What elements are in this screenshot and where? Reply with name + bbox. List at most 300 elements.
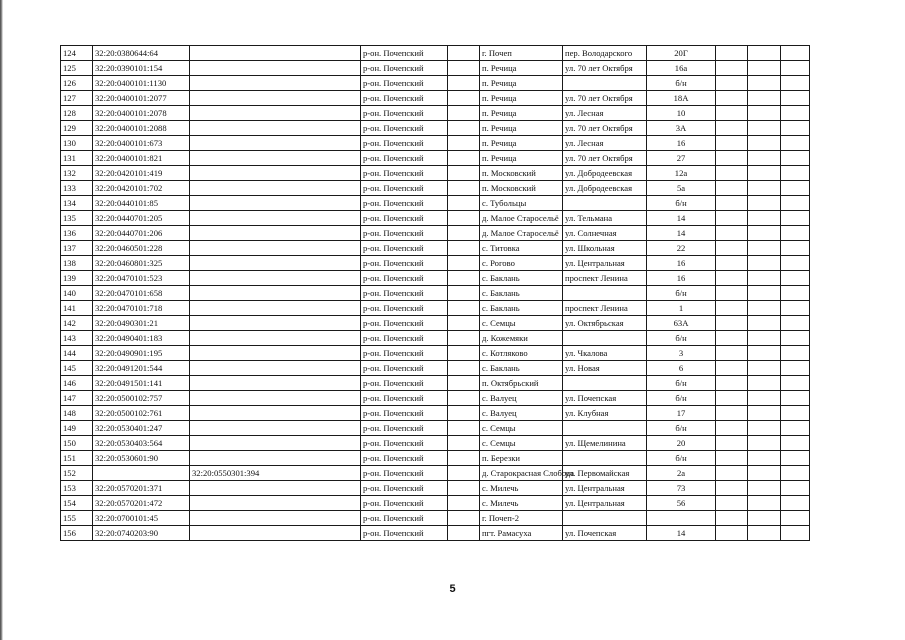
cell-street: ул. Октябрьская — [563, 316, 647, 331]
cell-cadastral-number-alt — [190, 271, 361, 286]
table-row — [61, 166, 810, 181]
scan-edge-shadow — [0, 0, 3, 640]
cell-row-number: 130 — [61, 136, 93, 151]
cell-street: пер. Володарского — [563, 46, 647, 61]
cell-house-number: 20 — [647, 436, 716, 451]
cell-settlement: с. Рогово — [480, 256, 563, 271]
cell-district: р-он. Почепский — [361, 346, 448, 361]
cell-cadastral-number: 32:20:0400101:821 — [93, 151, 190, 166]
cell-cadastral-number-alt — [190, 511, 361, 526]
cell-cadastral-number: 32:20:0470101:523 — [93, 271, 190, 286]
cell-extra-col-1 — [716, 226, 748, 241]
cell-district: р-он. Почепский — [361, 511, 448, 526]
cell-street — [563, 511, 647, 526]
cell-row-number: 147 — [61, 391, 93, 406]
cell-extra-col-1 — [716, 361, 748, 376]
cell-extra-col-2 — [748, 286, 781, 301]
table-row — [61, 466, 810, 481]
cell-settlement: п. Речица — [480, 136, 563, 151]
cell-blank-col — [448, 91, 480, 106]
cell-district: р-он. Почепский — [361, 196, 448, 211]
cell-extra-col-2 — [748, 91, 781, 106]
cell-extra-col-2 — [748, 196, 781, 211]
cell-settlement: с. Милечь — [480, 481, 563, 496]
cell-street: ул. Солнечная — [563, 226, 647, 241]
cell-extra-col-3 — [781, 256, 810, 271]
cell-row-number: 124 — [61, 46, 93, 61]
cell-cadastral-number-alt — [190, 136, 361, 151]
cell-cadastral-number-alt — [190, 316, 361, 331]
cell-cadastral-number: 32:20:0740203:90 — [93, 526, 190, 541]
cell-row-number: 152 — [61, 466, 93, 481]
cell-cadastral-number: 32:20:0400101:2077 — [93, 91, 190, 106]
cell-blank-col — [448, 181, 480, 196]
cell-blank-col — [448, 346, 480, 361]
cell-settlement: п. Речица — [480, 91, 563, 106]
cell-street: ул. Центральная — [563, 256, 647, 271]
cell-extra-col-2 — [748, 436, 781, 451]
cell-row-number: 153 — [61, 481, 93, 496]
cell-settlement: п. Березки — [480, 451, 563, 466]
cell-cadastral-number-alt — [190, 406, 361, 421]
cell-extra-col-1 — [716, 256, 748, 271]
cell-extra-col-3 — [781, 46, 810, 61]
cell-settlement: п. Московский — [480, 181, 563, 196]
cell-district: р-он. Почепский — [361, 121, 448, 136]
table-row — [61, 151, 810, 166]
cell-row-number: 129 — [61, 121, 93, 136]
cell-row-number: 127 — [61, 91, 93, 106]
cell-extra-col-3 — [781, 166, 810, 181]
cell-district: р-он. Почепский — [361, 466, 448, 481]
cell-district: р-он. Почепский — [361, 151, 448, 166]
cell-extra-col-1 — [716, 196, 748, 211]
cell-street — [563, 451, 647, 466]
cell-extra-col-3 — [781, 391, 810, 406]
cell-extra-col-2 — [748, 526, 781, 541]
cell-extra-col-1 — [716, 466, 748, 481]
cell-blank-col — [448, 196, 480, 211]
cell-row-number: 145 — [61, 361, 93, 376]
cell-blank-col — [448, 496, 480, 511]
cell-extra-col-2 — [748, 61, 781, 76]
cell-district: р-он. Почепский — [361, 166, 448, 181]
cell-extra-col-3 — [781, 346, 810, 361]
cell-house-number: б/н — [647, 196, 716, 211]
table-row — [61, 226, 810, 241]
cell-street — [563, 286, 647, 301]
cell-settlement: с. Валуец — [480, 391, 563, 406]
table-row — [61, 121, 810, 136]
cell-blank-col — [448, 106, 480, 121]
cell-house-number: 2а — [647, 466, 716, 481]
cell-extra-col-2 — [748, 376, 781, 391]
cell-extra-col-2 — [748, 256, 781, 271]
cell-settlement: с. Милечь — [480, 496, 563, 511]
cell-blank-col — [448, 256, 480, 271]
cell-cadastral-number-alt — [190, 151, 361, 166]
cell-extra-col-3 — [781, 421, 810, 436]
cell-row-number: 140 — [61, 286, 93, 301]
property-registry-table — [60, 45, 810, 541]
cell-house-number: 73 — [647, 481, 716, 496]
cell-cadastral-number-alt — [190, 76, 361, 91]
cell-row-number: 132 — [61, 166, 93, 181]
cell-cadastral-number-alt — [190, 286, 361, 301]
cell-extra-col-1 — [716, 406, 748, 421]
cell-extra-col-3 — [781, 241, 810, 256]
cell-cadastral-number: 32:20:0440701:205 — [93, 211, 190, 226]
cell-row-number: 135 — [61, 211, 93, 226]
cell-cadastral-number: 32:20:0530403:564 — [93, 436, 190, 451]
cell-extra-col-1 — [716, 121, 748, 136]
cell-extra-col-2 — [748, 211, 781, 226]
cell-cadastral-number: 32:20:0440701:206 — [93, 226, 190, 241]
cell-row-number: 138 — [61, 256, 93, 271]
table-row — [61, 241, 810, 256]
cell-extra-col-2 — [748, 316, 781, 331]
cell-cadastral-number: 32:20:0420101:419 — [93, 166, 190, 181]
cell-blank-col — [448, 226, 480, 241]
cell-cadastral-number: 32:20:0491201:544 — [93, 361, 190, 376]
cell-cadastral-number-alt — [190, 61, 361, 76]
cell-extra-col-3 — [781, 481, 810, 496]
cell-row-number: 133 — [61, 181, 93, 196]
cell-cadastral-number: 32:20:0460501:228 — [93, 241, 190, 256]
cell-blank-col — [448, 526, 480, 541]
cell-row-number: 155 — [61, 511, 93, 526]
cell-extra-col-1 — [716, 46, 748, 61]
cell-house-number: б/н — [647, 451, 716, 466]
cell-district: р-он. Почепский — [361, 526, 448, 541]
table-row — [61, 496, 810, 511]
cell-row-number: 154 — [61, 496, 93, 511]
cell-settlement: п. Речица — [480, 106, 563, 121]
cell-extra-col-1 — [716, 391, 748, 406]
cell-extra-col-1 — [716, 76, 748, 91]
cell-extra-col-3 — [781, 316, 810, 331]
cell-extra-col-1 — [716, 316, 748, 331]
table-row — [61, 346, 810, 361]
cell-settlement: с. Баклань — [480, 301, 563, 316]
cell-extra-col-3 — [781, 286, 810, 301]
cell-cadastral-number: 32:20:0440101:85 — [93, 196, 190, 211]
cell-extra-col-2 — [748, 241, 781, 256]
cell-extra-col-2 — [748, 301, 781, 316]
cell-extra-col-3 — [781, 136, 810, 151]
cell-cadastral-number: 32:20:0400101:2088 — [93, 121, 190, 136]
cell-extra-col-1 — [716, 436, 748, 451]
cell-row-number: 149 — [61, 421, 93, 436]
cell-row-number: 136 — [61, 226, 93, 241]
cell-house-number: 63А — [647, 316, 716, 331]
cell-district: р-он. Почепский — [361, 436, 448, 451]
cell-settlement: с. Семцы — [480, 436, 563, 451]
cell-cadastral-number: 32:20:0490301:21 — [93, 316, 190, 331]
cell-row-number: 126 — [61, 76, 93, 91]
cell-extra-col-3 — [781, 91, 810, 106]
cell-blank-col — [448, 271, 480, 286]
table-row — [61, 211, 810, 226]
cell-blank-col — [448, 241, 480, 256]
table-row — [61, 271, 810, 286]
cell-extra-col-3 — [781, 196, 810, 211]
cell-district: р-он. Почепский — [361, 211, 448, 226]
table-row — [61, 46, 810, 61]
table-row — [61, 436, 810, 451]
cell-cadastral-number: 32:20:0570201:472 — [93, 496, 190, 511]
cell-blank-col — [448, 316, 480, 331]
cell-house-number: 22 — [647, 241, 716, 256]
cell-row-number: 150 — [61, 436, 93, 451]
cell-street: ул. Чкалова — [563, 346, 647, 361]
cell-extra-col-1 — [716, 346, 748, 361]
cell-blank-col — [448, 376, 480, 391]
cell-district: р-он. Почепский — [361, 496, 448, 511]
cell-district: р-он. Почепский — [361, 46, 448, 61]
cell-row-number: 151 — [61, 451, 93, 466]
cell-cadastral-number: 32:20:0460801:325 — [93, 256, 190, 271]
cell-street — [563, 331, 647, 346]
cell-house-number: 14 — [647, 526, 716, 541]
cell-house-number — [647, 511, 716, 526]
cell-row-number: 146 — [61, 376, 93, 391]
cell-settlement: д. Малое Старосельё — [480, 211, 563, 226]
cell-row-number: 144 — [61, 346, 93, 361]
cell-extra-col-3 — [781, 151, 810, 166]
cell-district: р-он. Почепский — [361, 361, 448, 376]
cell-blank-col — [448, 136, 480, 151]
cell-house-number: б/н — [647, 76, 716, 91]
cell-district: р-он. Почепский — [361, 451, 448, 466]
cell-extra-col-1 — [716, 106, 748, 121]
cell-blank-col — [448, 166, 480, 181]
cell-extra-col-3 — [781, 526, 810, 541]
cell-house-number: б/н — [647, 421, 716, 436]
cell-house-number: 14 — [647, 226, 716, 241]
cell-house-number: б/н — [647, 376, 716, 391]
cell-blank-col — [448, 61, 480, 76]
cell-extra-col-1 — [716, 376, 748, 391]
cell-cadastral-number-alt — [190, 46, 361, 61]
cell-settlement: с. Баклань — [480, 361, 563, 376]
cell-cadastral-number: 32:20:0400101:673 — [93, 136, 190, 151]
cell-settlement: пгт. Рамасуха — [480, 526, 563, 541]
cell-settlement: п. Речица — [480, 76, 563, 91]
cell-street: ул. Почепская — [563, 526, 647, 541]
cell-row-number: 125 — [61, 61, 93, 76]
cell-extra-col-3 — [781, 406, 810, 421]
cell-extra-col-3 — [781, 61, 810, 76]
cell-extra-col-1 — [716, 331, 748, 346]
cell-cadastral-number-alt — [190, 121, 361, 136]
cell-row-number: 143 — [61, 331, 93, 346]
cell-street — [563, 376, 647, 391]
cell-cadastral-number: 32:20:0490901:195 — [93, 346, 190, 361]
cell-extra-col-1 — [716, 496, 748, 511]
cell-street: ул. Добродеевская — [563, 166, 647, 181]
cell-district: р-он. Почепский — [361, 286, 448, 301]
table-row — [61, 376, 810, 391]
cell-house-number: б/н — [647, 286, 716, 301]
cell-blank-col — [448, 76, 480, 91]
cell-street: ул. Центральная — [563, 496, 647, 511]
cell-district: р-он. Почепский — [361, 421, 448, 436]
cell-house-number: 1 — [647, 301, 716, 316]
cell-house-number: 6 — [647, 361, 716, 376]
cell-extra-col-2 — [748, 481, 781, 496]
cell-cadastral-number-alt — [190, 346, 361, 361]
table-row — [61, 421, 810, 436]
cell-house-number: 18А — [647, 91, 716, 106]
cell-cadastral-number: 32:20:0500102:761 — [93, 406, 190, 421]
cell-district: р-он. Почепский — [361, 376, 448, 391]
cell-blank-col — [448, 211, 480, 226]
cell-street — [563, 76, 647, 91]
cell-extra-col-1 — [716, 286, 748, 301]
table-row — [61, 106, 810, 121]
cell-extra-col-2 — [748, 451, 781, 466]
table-row — [61, 76, 810, 91]
cell-cadastral-number-alt — [190, 376, 361, 391]
table-row — [61, 301, 810, 316]
cell-house-number: 12а — [647, 166, 716, 181]
cell-cadastral-number: 32:20:0400101:1130 — [93, 76, 190, 91]
cell-extra-col-1 — [716, 511, 748, 526]
cell-extra-col-1 — [716, 181, 748, 196]
cell-extra-col-3 — [781, 496, 810, 511]
table-row — [61, 256, 810, 271]
cell-cadastral-number-alt — [190, 361, 361, 376]
table-row — [61, 391, 810, 406]
table-row — [61, 181, 810, 196]
cell-extra-col-1 — [716, 421, 748, 436]
cell-extra-col-1 — [716, 301, 748, 316]
cell-blank-col — [448, 286, 480, 301]
cell-cadastral-number: 32:20:0420101:702 — [93, 181, 190, 196]
cell-settlement: с. Котляково — [480, 346, 563, 361]
cell-house-number: б/н — [647, 391, 716, 406]
cell-cadastral-number-alt — [190, 526, 361, 541]
cell-district: р-он. Почепский — [361, 181, 448, 196]
cell-street: ул. Почепская — [563, 391, 647, 406]
cell-row-number: 156 — [61, 526, 93, 541]
cell-cadastral-number-alt — [190, 496, 361, 511]
cell-settlement: с. Валуец — [480, 406, 563, 421]
cell-street: ул. 70 лет Октября — [563, 91, 647, 106]
cell-extra-col-2 — [748, 136, 781, 151]
cell-street: ул. Лесная — [563, 136, 647, 151]
cell-district: р-он. Почепский — [361, 241, 448, 256]
cell-settlement: д. Кожемяки — [480, 331, 563, 346]
cell-street: ул. Центральная — [563, 481, 647, 496]
cell-cadastral-number: 32:20:0390101:154 — [93, 61, 190, 76]
cell-cadastral-number-alt — [190, 106, 361, 121]
cell-extra-col-1 — [716, 136, 748, 151]
cell-extra-col-3 — [781, 211, 810, 226]
cell-district: р-он. Почепский — [361, 331, 448, 346]
cell-extra-col-2 — [748, 106, 781, 121]
cell-cadastral-number: 32:20:0470101:718 — [93, 301, 190, 316]
cell-settlement: г. Почеп-2 — [480, 511, 563, 526]
cell-district: р-он. Почепский — [361, 271, 448, 286]
cell-house-number: 3А — [647, 121, 716, 136]
cell-cadastral-number-alt — [190, 226, 361, 241]
cell-cadastral-number: 32:20:0500102:757 — [93, 391, 190, 406]
cell-district: р-он. Почепский — [361, 481, 448, 496]
cell-extra-col-2 — [748, 511, 781, 526]
cell-extra-col-2 — [748, 226, 781, 241]
cell-cadastral-number — [93, 466, 190, 481]
cell-settlement: д. Старокрасная Слобода — [480, 466, 563, 481]
cell-cadastral-number: 32:20:0490401:183 — [93, 331, 190, 346]
page-number: 5 — [449, 583, 456, 595]
cell-street: ул. 70 лет Октября — [563, 61, 647, 76]
cell-extra-col-2 — [748, 421, 781, 436]
cell-cadastral-number-alt: 32:20:0550301:394 — [190, 466, 361, 481]
cell-settlement: с. Баклань — [480, 286, 563, 301]
cell-cadastral-number: 32:20:0380644:64 — [93, 46, 190, 61]
cell-house-number: 16а — [647, 61, 716, 76]
cell-cadastral-number: 32:20:0400101:2078 — [93, 106, 190, 121]
cell-house-number: 5а — [647, 181, 716, 196]
cell-house-number: 17 — [647, 406, 716, 421]
cell-extra-col-1 — [716, 481, 748, 496]
cell-extra-col-1 — [716, 151, 748, 166]
cell-extra-col-2 — [748, 166, 781, 181]
cell-settlement: д. Малое Старосельё — [480, 226, 563, 241]
cell-cadastral-number-alt — [190, 241, 361, 256]
cell-extra-col-3 — [781, 436, 810, 451]
cell-blank-col — [448, 121, 480, 136]
cell-settlement: с. Семцы — [480, 421, 563, 436]
table-row — [61, 196, 810, 211]
cell-street: проспект Ленина — [563, 301, 647, 316]
cell-blank-col — [448, 331, 480, 346]
cell-extra-col-2 — [748, 151, 781, 166]
cell-extra-col-3 — [781, 466, 810, 481]
cell-extra-col-1 — [716, 526, 748, 541]
cell-blank-col — [448, 151, 480, 166]
cell-extra-col-2 — [748, 121, 781, 136]
cell-cadastral-number: 32:20:0470101:658 — [93, 286, 190, 301]
cell-settlement: с. Тубольцы — [480, 196, 563, 211]
cell-street — [563, 421, 647, 436]
cell-cadastral-number-alt — [190, 451, 361, 466]
cell-row-number: 131 — [61, 151, 93, 166]
cell-house-number: 14 — [647, 211, 716, 226]
table-row — [61, 316, 810, 331]
cell-blank-col — [448, 511, 480, 526]
cell-street: ул. Новая — [563, 361, 647, 376]
cell-settlement: п. Октябрьский — [480, 376, 563, 391]
cell-extra-col-3 — [781, 226, 810, 241]
cell-settlement: с. Семцы — [480, 316, 563, 331]
cell-district: р-он. Почепский — [361, 91, 448, 106]
cell-house-number: 27 — [647, 151, 716, 166]
cell-extra-col-2 — [748, 466, 781, 481]
cell-extra-col-2 — [748, 331, 781, 346]
cell-row-number: 139 — [61, 271, 93, 286]
cell-cadastral-number: 32:20:0530601:90 — [93, 451, 190, 466]
cell-district: р-он. Почепский — [361, 226, 448, 241]
cell-cadastral-number-alt — [190, 256, 361, 271]
cell-extra-col-3 — [781, 121, 810, 136]
cell-row-number: 148 — [61, 406, 93, 421]
cell-extra-col-2 — [748, 406, 781, 421]
cell-blank-col — [448, 301, 480, 316]
cell-house-number: 16 — [647, 271, 716, 286]
